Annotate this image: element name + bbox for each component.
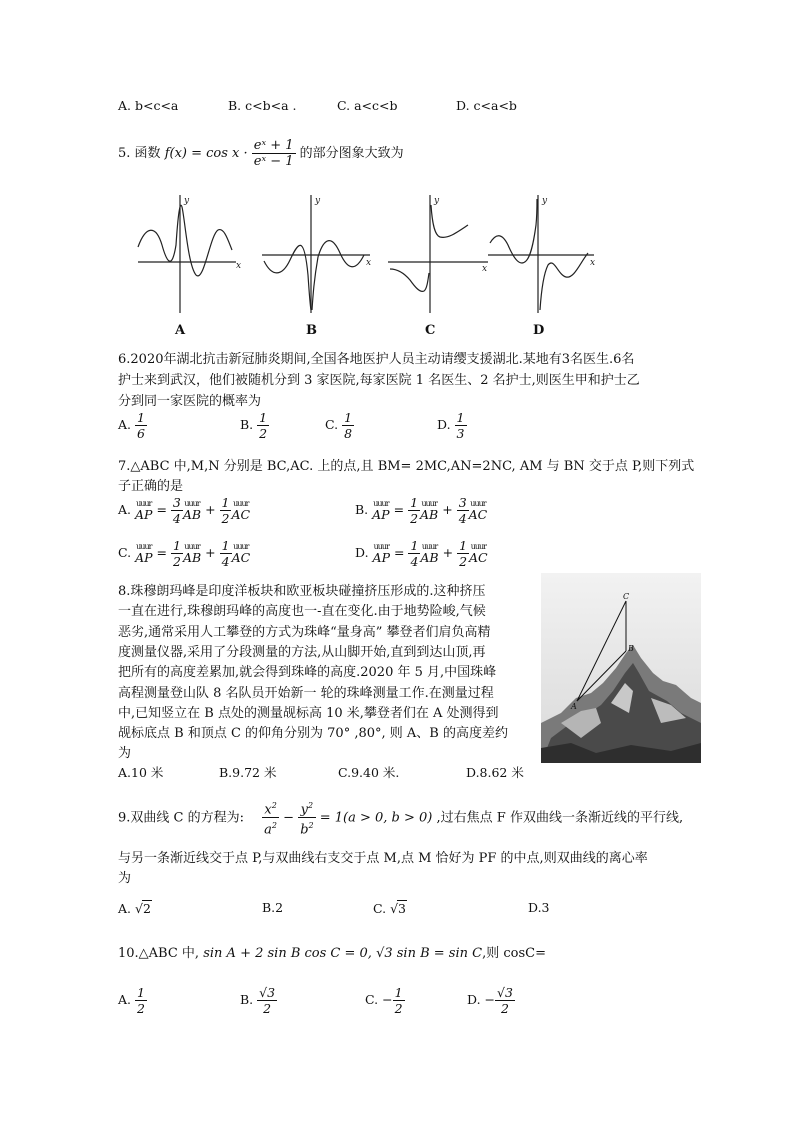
q10-option-a bbox=[118, 985, 147, 1016]
q8-line-2: 一直在进行,珠穆朗玛峰的高度也一-直在变化.由于地势险峻,气候 bbox=[118, 604, 486, 620]
q9-c-label: C. bbox=[373, 901, 387, 916]
q8-line-9: 为 bbox=[118, 746, 132, 762]
q6-option-b-label: B. bbox=[240, 417, 254, 432]
q8-line-4: 度测量仪器,采用了分段测量的方法,从山脚开始,直到到达山顶,再 bbox=[118, 644, 486, 660]
q9-prefix: 9.双曲线 C 的方程为: bbox=[118, 810, 244, 826]
q5-prefix: 5. 函数 bbox=[118, 146, 161, 161]
q9-option-d: D.3 bbox=[528, 900, 550, 915]
q6-option-a bbox=[118, 410, 147, 441]
q8-line-5: 把所有的高度差累加,就会得到珠峰的高度.2020 年 5 月,中国珠峰 bbox=[118, 665, 497, 681]
coef: $\frac{1}{2}$ bbox=[410, 495, 419, 526]
label: B. bbox=[240, 992, 254, 1007]
graph-d-x: x bbox=[590, 258, 596, 268]
graph-c bbox=[388, 195, 488, 313]
q7-option-d: D. uuur AP = $\frac{1}{4}$ uuur AB + $\frac{1}{2}$ uuur AC bbox=[355, 538, 488, 569]
coef: $\frac{3}{4}$ bbox=[458, 495, 467, 526]
q9-a-label: A. bbox=[118, 901, 132, 916]
q5-frac-den: eˣ − 1 bbox=[253, 154, 294, 169]
label: A. bbox=[118, 502, 132, 517]
fig-label-a: A bbox=[571, 702, 577, 711]
everest-figure bbox=[541, 573, 701, 763]
q10-prefix: 10.△ABC 中, bbox=[118, 946, 200, 961]
q9-option-a: A. √2 bbox=[118, 901, 151, 916]
sign: − bbox=[484, 992, 496, 1007]
q9-eq-tail: = 1(a > 0, b > 0) bbox=[319, 810, 433, 826]
q9-c-root: 3 bbox=[398, 901, 406, 916]
q7-line-2: 子正确的是 bbox=[118, 479, 184, 494]
q10-option-b bbox=[240, 985, 277, 1016]
graph-c-x: x bbox=[482, 264, 488, 274]
q6-c-num: 1 bbox=[344, 410, 353, 425]
q8-line-6: 高程测量登山队 8 名队员开始新一 轮的珠峰测量工作.在测量过程 bbox=[118, 685, 494, 701]
q6-option-d-label: D. bbox=[437, 417, 451, 432]
vector: uuur AB bbox=[182, 542, 202, 565]
q5-frac-num: eˣ + 1 bbox=[253, 138, 294, 153]
q10-option-c bbox=[365, 985, 405, 1016]
q6-d-num: 1 bbox=[456, 410, 465, 425]
graph-b bbox=[262, 195, 370, 313]
q7-line-1: 7.△ABC 中,M,N 分别是 BC,AC. 上的点,且 BM= 2MC,AN=2NC, AM 与 BN 交于点 P,则下列式 bbox=[118, 459, 695, 474]
q6-option-d bbox=[437, 410, 467, 441]
q6-d-den: 3 bbox=[456, 426, 465, 441]
q8-line-1: 8.珠穆朗玛峰是印度洋板块和欧亚板块碰撞挤压形成的.这种挤压 bbox=[118, 584, 486, 599]
q9-line-2: 与另一条渐近线交于点 P,与双曲线右支交于点 M,点 M 恰好为 PF 的中点,则双曲线的离心率 bbox=[118, 851, 648, 866]
q9-frac-x: $\frac{x^2}{a^2}$ bbox=[262, 798, 279, 838]
q10-eq: sin A + 2 sin B cos C = 0, √3 sin B = sin C bbox=[203, 946, 483, 961]
q9-option-b: B.2 bbox=[262, 900, 284, 915]
q8-line-7: 中,已知竖立在 B 点处的测量觇标高 10 米,攀登者们在 A 处测得到 bbox=[118, 705, 499, 721]
graph-label-d: D bbox=[533, 323, 545, 338]
q9-line-1: 9.双曲线 C 的方程为: $\frac{x^2}{a^2}$ − $\frac{y^2}{b^2}$ = 1(a > 0, b > 0) ,过右焦点 F 作双曲线一条渐近线的平行线, bbox=[118, 798, 683, 838]
vector: uuur AC bbox=[231, 542, 251, 565]
q5-fraction bbox=[252, 138, 296, 169]
frac: $\frac{√3}{2}$ bbox=[259, 985, 276, 1016]
fig-label-b: B bbox=[628, 644, 634, 653]
q6-option-b-frac bbox=[257, 410, 269, 441]
q8-option-c: C.9.40 米. bbox=[338, 765, 400, 780]
q9-line-3: 为 bbox=[118, 871, 132, 886]
q6-a-den: 6 bbox=[137, 426, 145, 441]
q6-line-1: 6.2020年湖北抗击新冠肺炎期间,全国各地医护人员主动请缨支援湖北.某地有3名医生.6名 bbox=[118, 352, 635, 367]
q9-frac-y: $\frac{y^2}{b^2}$ bbox=[298, 798, 315, 838]
vector: uuur AP bbox=[135, 542, 153, 565]
coef: $\frac{1}{4}$ bbox=[221, 538, 230, 569]
q4-option-d: D. c<a<b bbox=[456, 98, 517, 113]
vector: uuur AC bbox=[231, 499, 251, 522]
fig-label-c: C bbox=[623, 592, 630, 601]
graph-b-x: x bbox=[366, 258, 372, 268]
vector: uuur AB bbox=[182, 499, 202, 522]
graph-b-y: y bbox=[315, 196, 321, 206]
q6-b-den: 2 bbox=[259, 426, 268, 441]
q6-option-b bbox=[240, 410, 269, 441]
vector: uuur AP bbox=[135, 499, 153, 522]
q9-after: ,过右焦点 F 作双曲线一条渐近线的平行线, bbox=[432, 810, 684, 826]
q6-line-2: 护士来到武汉，他们被随机分到 3 家医院,每家医院 1 名医生、2 名护士,则医生甲和护士乙 bbox=[118, 373, 640, 388]
label: D. bbox=[355, 545, 369, 560]
coef: $\frac{1}{2}$ bbox=[459, 538, 468, 569]
q8-option-d: D.8.62 米 bbox=[466, 765, 524, 780]
graph-a-x: x bbox=[236, 261, 242, 271]
q6-c-den: 8 bbox=[344, 426, 353, 441]
label: A. bbox=[118, 992, 132, 1007]
q5-question bbox=[118, 138, 404, 169]
vector: uuur AP bbox=[372, 542, 390, 565]
q8-line-3: 恶劣,通常采用人工攀登的方式为珠峰“量身高” 攀登者们肩负高精 bbox=[118, 624, 491, 640]
coef: $\frac{1}{2}$ bbox=[172, 538, 181, 569]
q6-option-c-frac bbox=[342, 410, 354, 441]
label: D. bbox=[467, 992, 481, 1007]
q6-option-d-frac bbox=[455, 410, 467, 441]
graph-a-y: y bbox=[184, 196, 190, 206]
graph-label-c: C bbox=[425, 323, 436, 338]
q10-option-d bbox=[467, 985, 515, 1016]
q6-b-num: 1 bbox=[259, 410, 268, 425]
vector: uuur AB bbox=[420, 499, 439, 522]
q9-a-root: 2 bbox=[142, 901, 151, 916]
coef: $\frac{1}{4}$ bbox=[410, 538, 419, 569]
coef: $\frac{3}{4}$ bbox=[172, 495, 181, 526]
vector: uuur AB bbox=[420, 542, 439, 565]
q6-option-c-label: C. bbox=[325, 417, 339, 432]
sign: − bbox=[382, 992, 393, 1007]
label: C. bbox=[365, 992, 379, 1007]
graph-d-y: y bbox=[542, 196, 548, 206]
q6-a-num: 1 bbox=[137, 410, 145, 425]
q10-suffix: ,则 cosC= bbox=[482, 946, 546, 961]
q6-option-a-frac bbox=[135, 410, 147, 441]
q9-option-c: C. √3 bbox=[373, 901, 406, 916]
frac: $\frac{1}{2}$ bbox=[137, 985, 145, 1016]
vector: uuur AP bbox=[372, 499, 390, 522]
graph-label-a: A bbox=[175, 323, 186, 338]
q8-option-b: B.9.72 米 bbox=[219, 765, 277, 780]
q4-option-c: C. a<c<b bbox=[337, 98, 398, 113]
q5-graphs bbox=[0, 185, 794, 335]
frac: $\frac{1}{2}$ bbox=[394, 985, 403, 1016]
q10-question bbox=[118, 942, 546, 961]
vector: uuur AC bbox=[469, 542, 488, 565]
q6-option-c bbox=[325, 410, 354, 441]
frac: $\frac{√3}{2}$ bbox=[497, 985, 513, 1016]
q7-option-c: C. uuur AP = $\frac{1}{2}$ uuur AB + $\frac{1}{4}$ uuur AC bbox=[118, 538, 251, 569]
graph-a bbox=[138, 195, 236, 313]
coef: $\frac{1}{2}$ bbox=[221, 495, 230, 526]
q4-option-a: A. b<c<a bbox=[118, 98, 179, 113]
q8-line-8: 觇标底点 B 和顶点 C 的仰角分别为 70° ,80°, 则 A、B 的高度差约 bbox=[118, 726, 508, 742]
q4-option-b: B. c<b<a . bbox=[228, 98, 297, 113]
q7-option-b: B. uuur AP = $\frac{1}{2}$ uuur AB + $\frac{3}{4}$ uuur AC bbox=[355, 495, 488, 526]
q8-option-a: A.10 米 bbox=[118, 765, 164, 780]
label: C. bbox=[118, 545, 132, 560]
q6-line-3: 分到同一家医院的概率为 bbox=[118, 394, 262, 409]
graph-label-b: B bbox=[306, 323, 317, 338]
q7-option-a: A. uuur AP = $\frac{3}{4}$ uuur AB + $\frac{1}{2}$ uuur AC bbox=[118, 495, 251, 526]
label: B. bbox=[355, 502, 369, 517]
q5-func: f(x) = cos x · bbox=[164, 146, 248, 161]
q6-option-a-label: A. bbox=[118, 417, 132, 432]
q5-suffix: 的部分图象大致为 bbox=[299, 146, 404, 161]
vector: uuur AC bbox=[468, 499, 488, 522]
graph-c-y: y bbox=[434, 196, 440, 206]
graph-d bbox=[488, 195, 594, 313]
